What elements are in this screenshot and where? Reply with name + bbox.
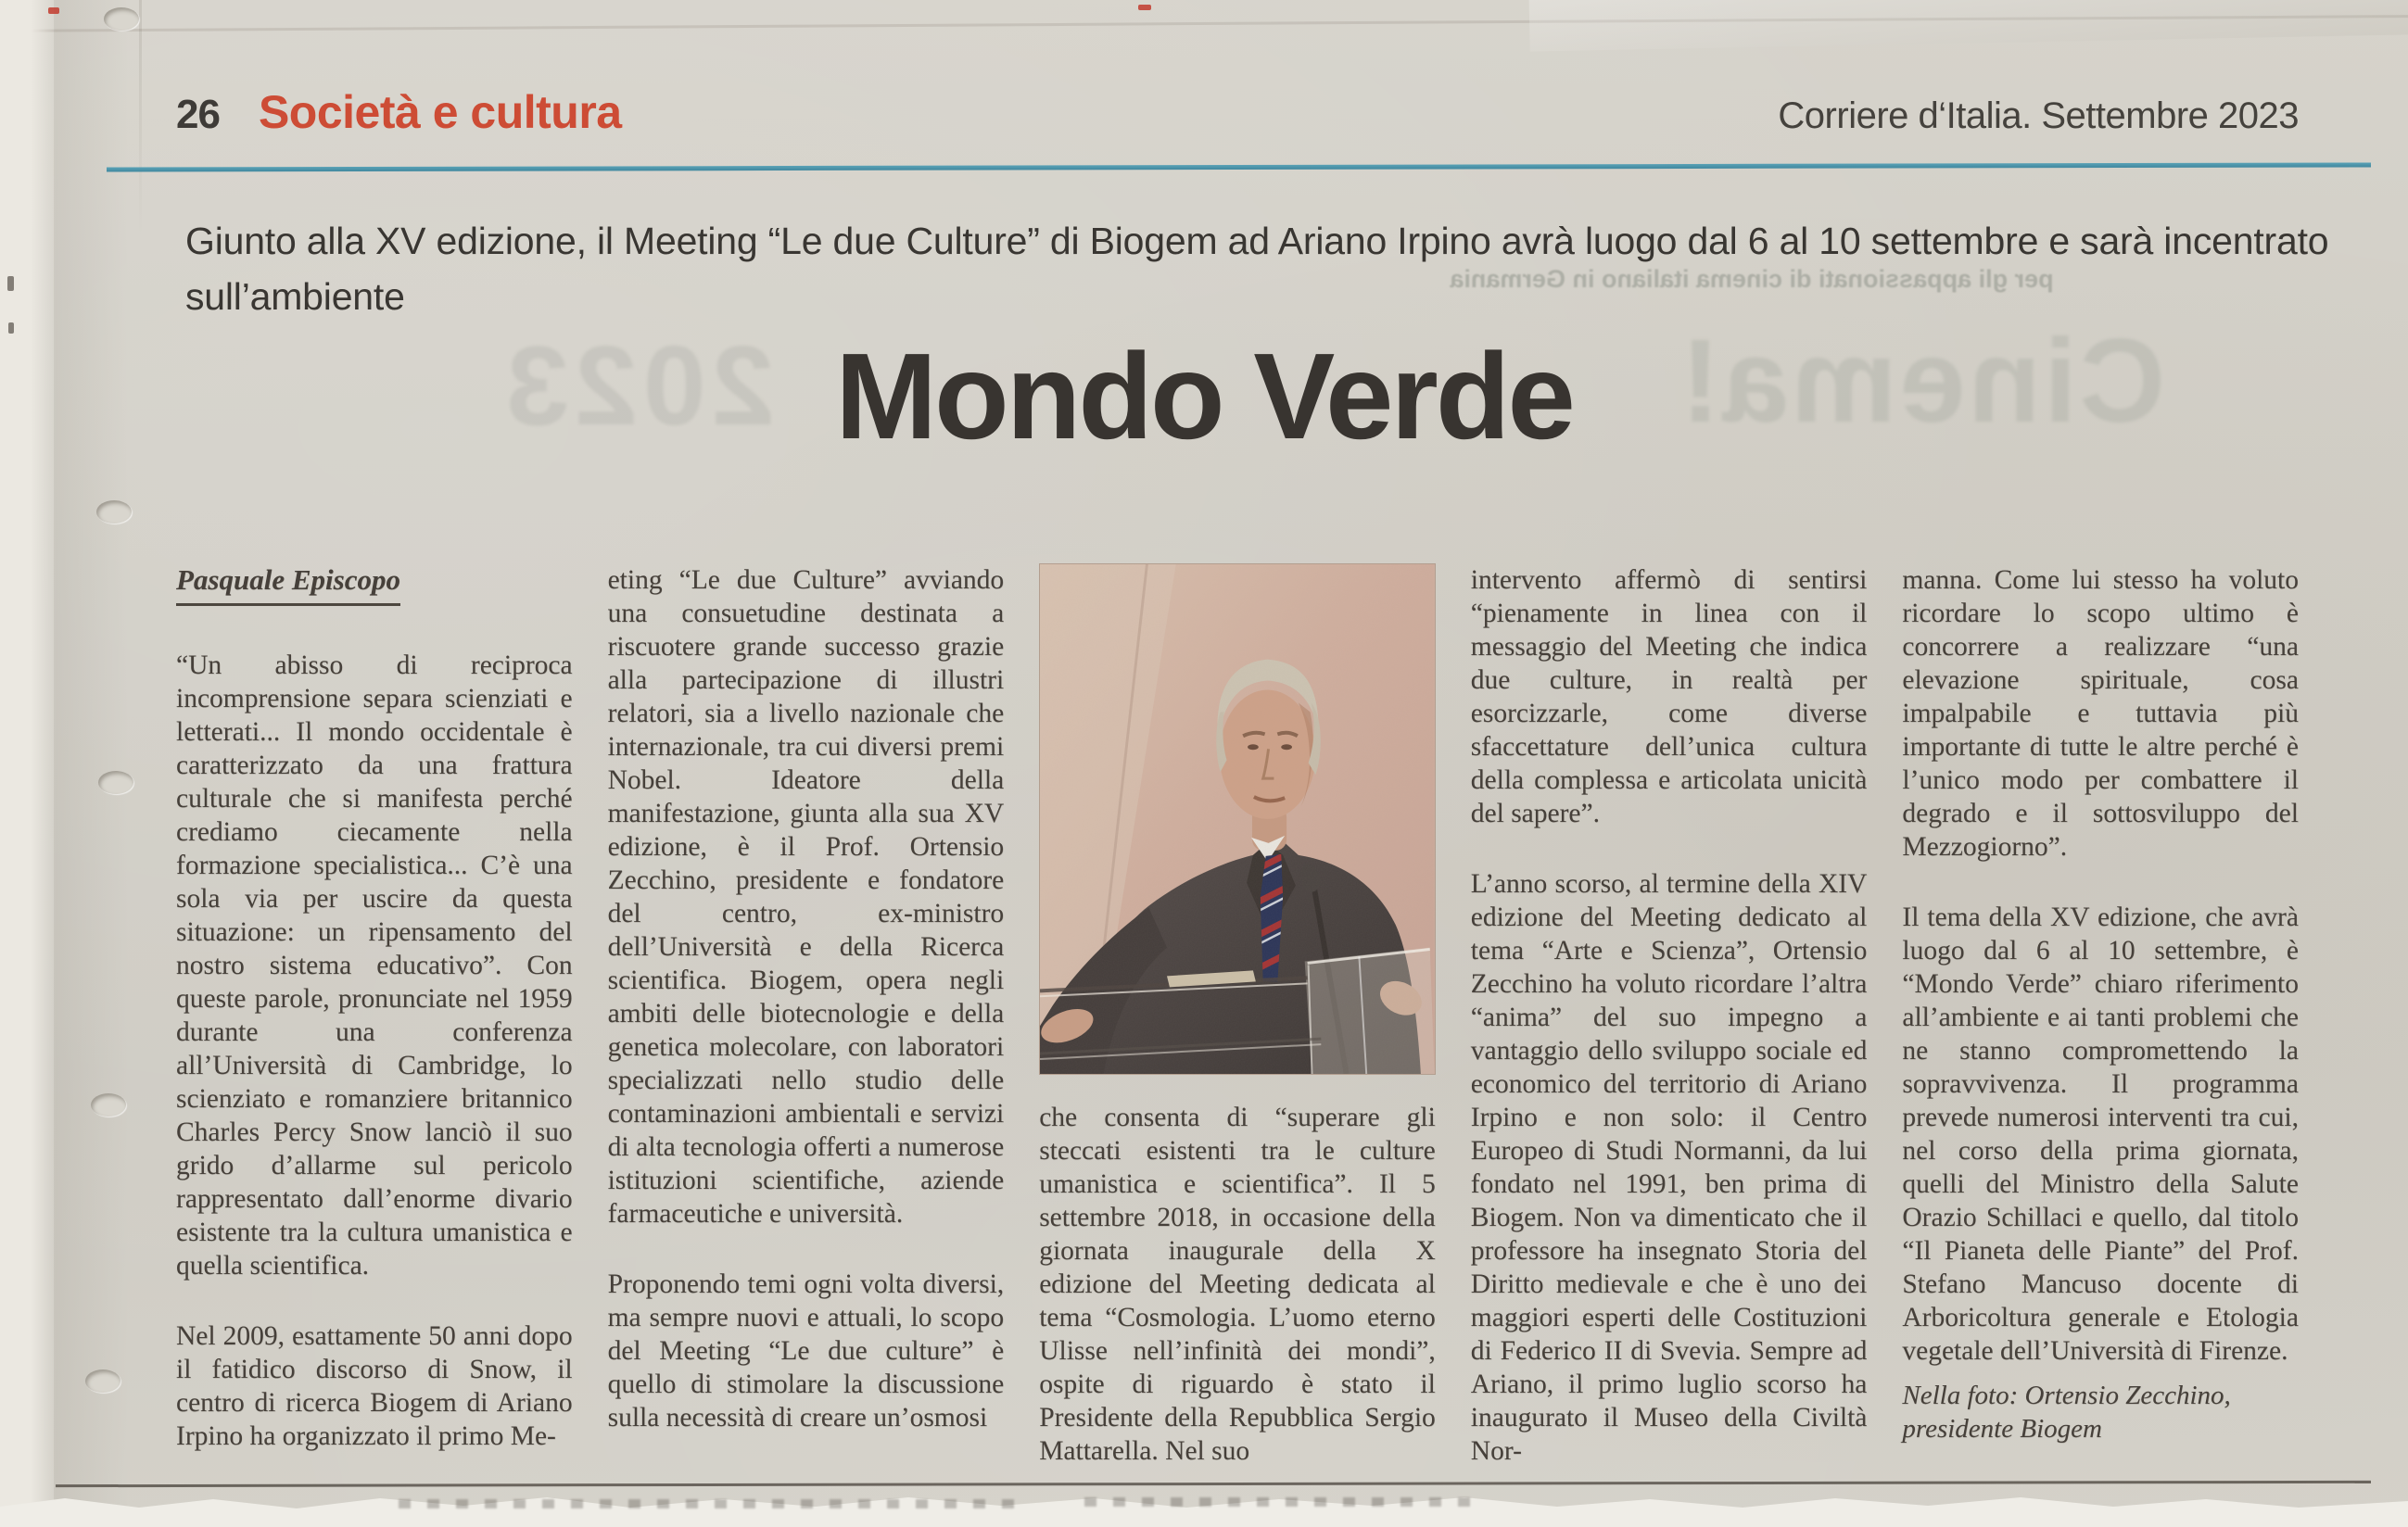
- bleedthrough-tagline: per gli appassionati di cinema italiano in Germania: [1450, 265, 2054, 293]
- byline: Pasquale Episcopo: [176, 563, 400, 606]
- paragraph: eting “Le due Culture” avviando una consuetudine destinata a riscuotere grande successo grazie alla partecipazione di illustri relatori, sia a livello nazionale che internazionale, tra cui diversi premi Nobel. Ideatore della manifestazione, giunta alla sua XV edizione, è il Prof. Ortensio Zecchino, presidente e fondatore del centro, ex-ministro dell’Università e della Ricerca scientifica. Biogem, opera negli ambiti delle biotecnologie e della genetica molecolare, con laboratori specializzati nello studio delle contaminazioni ambientali e servizi di alta tecnologia offerti a numerose istituzioni scientifiche, aziende farmaceutiche e università.: [607, 565, 1005, 1229]
- standfirst: Giunto alla XV edizione, il Meeting “Le due Culture” di Biogem ad Ariano Irpino avrà luogo dal 6 al 10 settembre e sarà incentrato sull’ambiente: [185, 220, 2329, 318]
- photo-caption: Nella foto: Ortensio Zecchino, presidente Biogem: [1902, 1381, 2231, 1444]
- dark-edge-speck: [8, 322, 14, 334]
- article-body: [176, 563, 2299, 1490]
- section-rule: [107, 162, 2371, 171]
- masthead-date: Corriere d‘Italia. Settembre 2023: [1778, 95, 2299, 136]
- speaker-photo: [1039, 563, 1436, 1075]
- speaker-photo-graphic: [1040, 564, 1435, 1074]
- left-edge-shadow: [54, 0, 142, 1527]
- paragraph: Nel 2009, esattamente 50 anni dopo il fatidico discorso di Snow, il centro di ricerca Biogem di Ariano Irpino ha organizzato il primo Me-: [176, 1321, 573, 1451]
- article-column-5: [1902, 563, 2299, 1490]
- page-number: 26: [176, 92, 220, 137]
- bleedthrough-cinema-title: Cinema!: [1678, 315, 2165, 448]
- red-ink-speck: [48, 7, 59, 14]
- torn-edge-fragments: [399, 1499, 1029, 1508]
- punch-hole: [91, 1093, 126, 1117]
- article-column-1: [176, 563, 573, 1490]
- punch-hole: [85, 1369, 120, 1393]
- paragraph: intervento affermò di sentirsi “pienamente in linea con il messaggio del Meeting che indica due culture, in realtà per esorcizzarle, come diverse sfaccettature dell’unica cultura della complessa e articolata unicità del sapere”.: [1470, 565, 1868, 828]
- dark-edge-speck: [7, 276, 14, 291]
- paragraph: manna. Come lui stesso ha voluto ricordare lo scopo ultimo è concorrere a realizzare “una elevazione spirituale, cosa impalpabile e tuttavia più importante di tutte le altre perché è l’unico modo per combattere il degrado e il sottosviluppo del Mezzogiorno”.: [1902, 565, 2299, 862]
- red-ink-speck: [1138, 5, 1151, 10]
- page-header: [176, 85, 2299, 139]
- article-column-3: [1039, 563, 1436, 1490]
- punch-hole: [96, 500, 132, 524]
- paragraph: Il tema della XV edizione, che avrà luogo dal 6 al 10 settembre, è “Mondo Verde” chiaro riferimento all’ambiente e ai tanti problemi che ne stanno compromettendo la sopravvivenza. Il programma prevede numerosi interventi tra cui, nel corso della prima giornata, quelli del Ministro della Salute Orazio Schillaci e quello, dal titolo “Il Pianeta delle Piante” del Prof. Stefano Mancuso docente di Arboricoltura generale e Etologia vegetale dell’Università di Firenze.: [1902, 902, 2299, 1366]
- article-column-4: [1471, 563, 1868, 1490]
- headline: Mondo Verde: [835, 328, 1573, 464]
- paragraph: Proponendo temi ogni volta diversi, ma sempre nuovi e attuali, lo scopo del Meeting “Le due culture” è quello di stimolare la discussione sulla necessità di creare un’osmosi: [607, 1269, 1005, 1432]
- paper-fold-highlight: [1528, 0, 2408, 52]
- paragraph: che consenta di “superare gli steccati esistenti tra le culture umanistica e scientifica”. Il 5 settembre 2018, in occasione della giornata inaugurale della X edizione del Meeting dedicata al tema “Cosmologia. L’uomo eterno Ulisse nell’infinità dei mondi”, ospite di riguardo è stato il Presidente della Repubblica Sergio Mattarella. Nel suo: [1039, 1103, 1436, 1466]
- paragraph: “Un abisso di reciproca incomprensione separa scienziati e letterati... Il mondo occidentale è caratterizzato da una frattura culturale che si manifesta perché crediamo ciecamente nella formazione specialistica... C’è una sola via per uscire da questa situazione: un ripensamento del nostro sistema educativo”. Con queste parole, pronunciate nel 1959 durante una conferenza all’Università di Cambridge, lo scienziato e romanziere britannico Charles Percy Snow lanciò il suo grido d’allarme sul pericolo rappresentato dall’enorme divario esistente tra la cultura umanistica e quella scientifica.: [176, 650, 573, 1281]
- torn-edge-left: [0, 0, 56, 1527]
- torn-edge-fragments: [1084, 1497, 1474, 1507]
- bleedthrough-year: 2023: [501, 322, 775, 448]
- punch-hole: [104, 7, 139, 31]
- punch-hole: [98, 771, 133, 794]
- paragraph: L’anno scorso, al termine della XIV edizione del Meeting dedicato al tema “Arte e Scienza”, Ortensio Zecchino ha voluto ricordare l’altra “anima” del suo impegno a vantaggio dello sviluppo sociale ed economico del territorio di Ariano Irpino e non solo: il Centro Europeo di Studi Normanni, da lui fondato nel 1991, ben prima di Biogem. Non va dimenticato che il professore ha insegnato Storia del Diritto medievale e che è uno dei maggiori esperti delle Costituzioni di Federico II di Svevia. Sempre ad Ariano, il primo luglio scorso ha inaugurato il Museo della Civiltà Nor-: [1470, 869, 1868, 1466]
- article-column-2: [608, 563, 1005, 1490]
- section-title: Società e cultura: [258, 86, 622, 138]
